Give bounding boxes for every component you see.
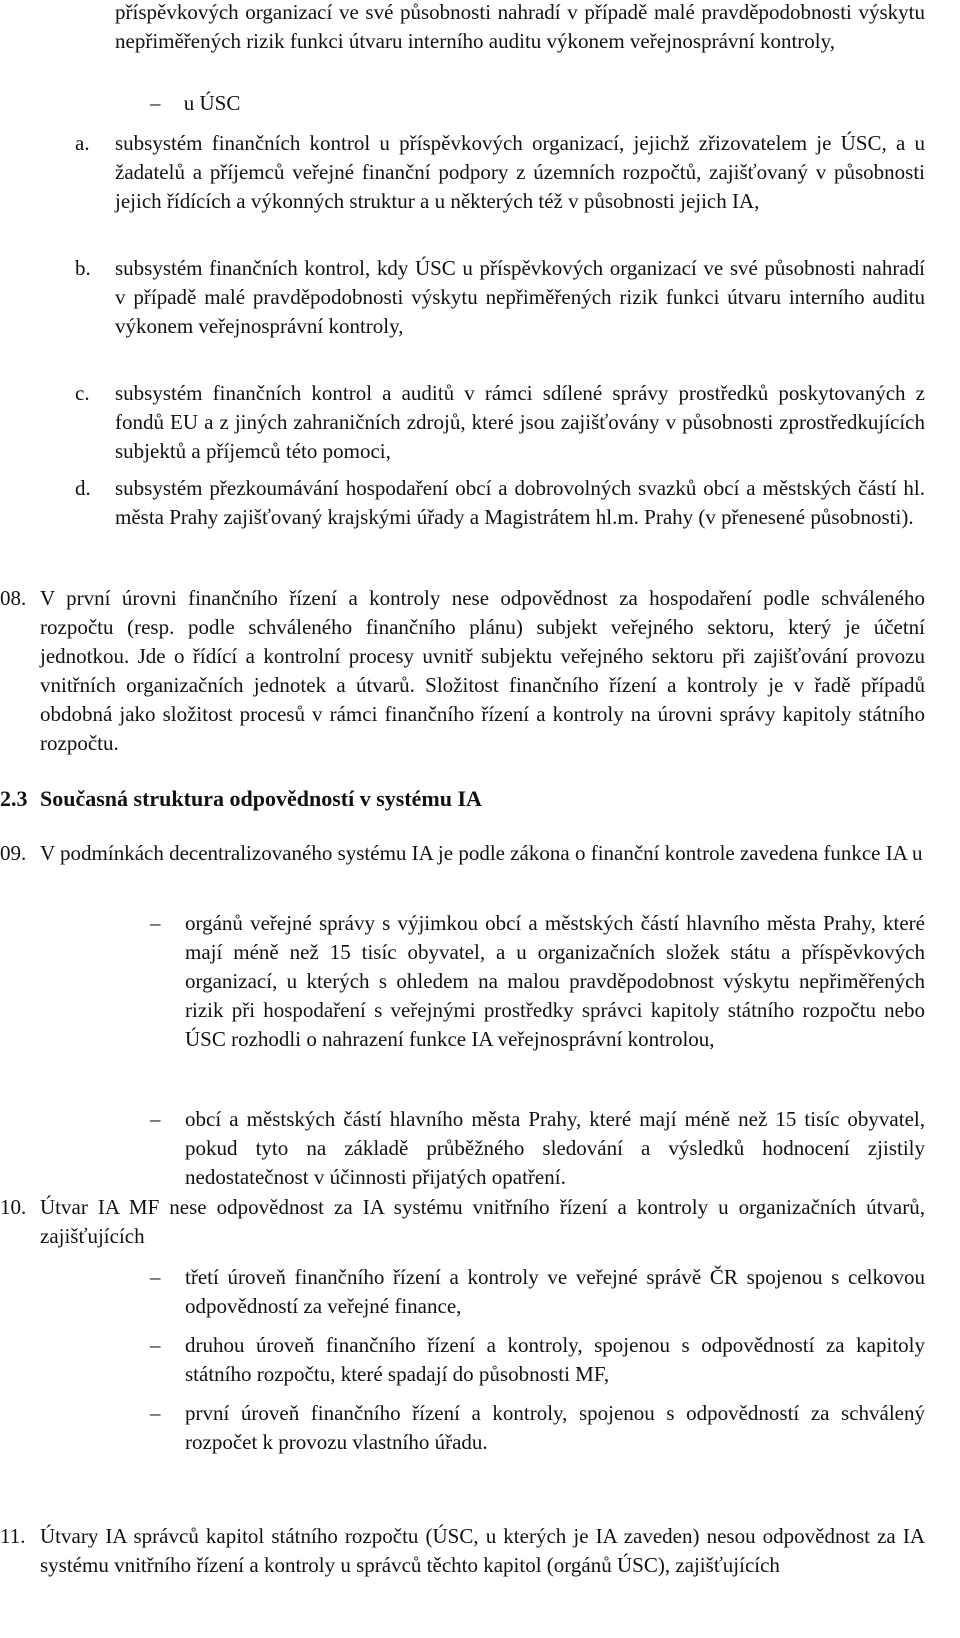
dash-marker: – (150, 1265, 161, 1289)
paragraph-number: 09. (0, 841, 27, 865)
list-item-text: subsystém finančních kontrol u příspěvkových organizací, jejichž zřizovatelem je ÚSC, a u žadatelů a příjemců veřejné finanční podpory z územních rozpočtů, zajišťovaný v působnosti jejich řídících a výkonných struktur a u některých též v působnosti jejich IA, (115, 131, 925, 213)
section-heading (0, 784, 482, 813)
paragraph-09 (0, 839, 925, 868)
paragraph-10 (0, 1193, 925, 1251)
dash-marker: – (150, 1333, 161, 1357)
dash-item-text: orgánů veřejné správy s výjimkou obcí a městských částí hlavního města Prahy, které mají méně než 15 tisíc obyvatel, a u organizačních složek státu a příspěvkových organizací, u kterých s ohledem na malou pravděpodobnost výskytu nepřiměřených rizik při hospodaření s veřejnými prostředky správci kapitoly státního rozpočtu nebo ÚSC rozhodli o nahrazení funkce IA veřejnosprávní kontrolou, (185, 911, 925, 1051)
dash-marker: – (150, 91, 161, 115)
paragraph-09-dash-item-2 (40, 1105, 925, 1192)
paragraph-09-dash-item-1 (40, 909, 925, 1054)
paragraph-08 (0, 584, 925, 758)
paragraph-number: 08. (0, 586, 27, 610)
list-item-c (75, 379, 925, 466)
paragraph-number: 10. (0, 1195, 27, 1219)
paragraph-number: 11. (0, 1524, 26, 1548)
dash-marker: – (150, 1401, 161, 1425)
continuation-dash-item (150, 89, 240, 118)
section-number: 2.3 (0, 786, 28, 811)
list-item-text: subsystém finančních kontrol a auditů v rámci sdílené správy prostředků poskytovaných z fondů EU a z jiných zahraničních zdrojů, které jsou zajišťovány v působnosti zprostředkujících subjektů a příjemců této pomoci, (115, 381, 925, 463)
section-title: Současná struktura odpovědností v systému IA (40, 786, 482, 811)
paragraph-10-dash-item-2 (40, 1331, 925, 1389)
dash-item-text: třetí úroveň finančního řízení a kontroly ve veřejné správě ČR spojenou s celkovou odpovědností za veřejné finance, (185, 1265, 925, 1318)
dash-marker: – (150, 911, 161, 935)
list-marker: b. (75, 256, 91, 280)
paragraph-10-dash-item-1 (40, 1263, 925, 1321)
paragraph-11 (0, 1522, 925, 1580)
list-item-d (75, 474, 925, 532)
dash-item-text: druhou úroveň finančního řízení a kontroly, spojenou s odpovědností za kapitoly státního rozpočtu, které spadají do působnosti MF, (185, 1333, 925, 1386)
dash-marker: – (150, 1107, 161, 1131)
paragraph-text: Útvar IA MF nese odpovědnost za IA systému vnitřního řízení a kontroly u organizačních útvarů, zajišťujících (40, 1195, 925, 1248)
paragraph-text: V podmínkách decentralizovaného systému IA je podle zákona o finanční kontrole zavedena funkce IA u (40, 841, 923, 865)
dash-item-text: první úroveň finančního řízení a kontroly, spojenou s odpovědností za schválený rozpočet k provozu vlastního úřadu. (185, 1401, 925, 1454)
continuation-dash-text: u ÚSC (183, 91, 241, 115)
list-item-text: subsystém přezkoumávání hospodaření obcí a dobrovolných svazků obcí a městských částí hl. města Prahy zajišťovaný krajskými úřady a Magistrátem hl.m. Prahy (v přenesené působnosti). (115, 476, 925, 529)
continuation-text: příspěvkových organizací ve své působnosti nahradí v případě malé pravděpodobnosti výskytu nepřiměřených rizik funkci útvaru interního auditu výkonem veřejnosprávní kontroly, (115, 0, 925, 53)
list-item-text: subsystém finančních kontrol, kdy ÚSC u příspěvkových organizací ve své působnosti nahradí v případě malé pravděpodobnosti výskytu nepřiměřených rizik funkci útvaru interního auditu výkonem veřejnosprávní kontroly, (115, 256, 925, 338)
paragraph-text: V první úrovni finančního řízení a kontroly nese odpovědnost za hospodaření podle schváleného rozpočtu (resp. podle schváleného finančního plánu) subjekt veřejného sektoru, který je účetní jednotkou. Jde o řídící a kontrolní procesy uvnitř subjektu veřejného sektoru při zajišťování provozu vnitřních organizačních jednotek a útvarů. Složitost finančního řízení a kontroly je v řadě případů obdobná jako složitost procesů v rámci finančního řízení a kontroly na úrovni správy kapitoly státního rozpočtu. (40, 586, 925, 755)
list-item-a (75, 129, 925, 216)
list-marker: c. (75, 381, 90, 405)
paragraph-text: Útvary IA správců kapitol státního rozpočtu (ÚSC, u kterých je IA zaveden) nesou odpovědnost za IA systému vnitřního řízení a kontroly u správců těchto kapitol (orgánů ÚSC), zajišťujících (40, 1524, 925, 1577)
list-marker: d. (75, 476, 91, 500)
list-marker: a. (75, 131, 90, 155)
paragraph-10-dash-item-3 (40, 1399, 925, 1457)
dash-item-text: obcí a městských částí hlavního města Prahy, které mají méně než 15 tisíc obyvatel, pokud tyto na základě průběžného sledování a výsledků hodnocení zjistily nedostatečnost v účinnosti přijatých opatření. (185, 1107, 925, 1189)
list-item-b (75, 254, 925, 341)
continuation-paragraph (115, 0, 925, 56)
